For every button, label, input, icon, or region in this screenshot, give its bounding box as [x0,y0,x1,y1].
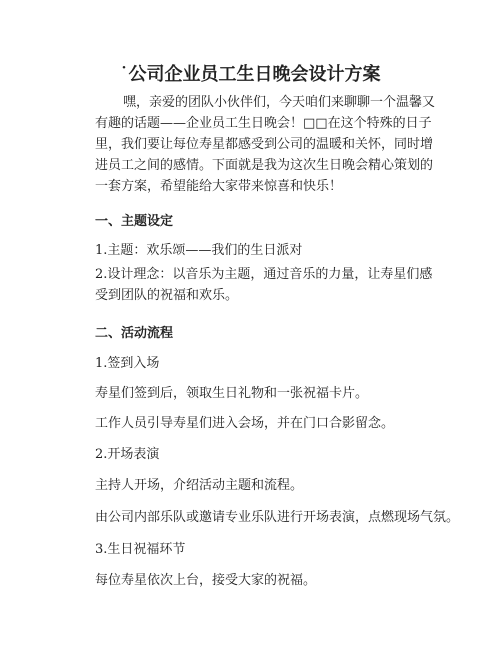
document-title: ˙公司企业员工生日晚会设计方案 [119,64,381,85]
section-heading-process: 二、活动流程 [95,326,174,341]
theme-item-2: 2.设计理念：以音乐为主题，通过音乐的力量，让寿星们感受到团队的祝福和欢乐。 [95,267,433,303]
step-2-paragraph-2: 由公司内部乐队或邀请专业乐队进行开场表演，点燃现场气氛。 [95,510,460,525]
step-3-title: 3.生日祝福环节 [95,542,186,557]
section-heading-theme: 一、主题设定 [95,214,174,229]
step-1-paragraph-1: 寿星们签到后，领取生日礼物和一张祝福卡片。 [95,386,369,401]
intro-paragraph: 嘿，亲爱的团队小伙伴们，今天咱们来聊聊一个温馨又有趣的话题——企业员工生日晚会！□□在这个特殊的日子里，我们要让每位寿星都感受到公司的温暖和关怀，同时增进员工之间的感情。下面就是我为这次生日晚会精心策划的一套方案，希望能给大家带来惊喜和快乐！ [95,95,436,194]
step-1-title: 1.签到入场 [95,356,160,371]
step-1-paragraph-2: 工作人员引导寿星们进入会场，并在门口合影留念。 [95,416,395,431]
step-2-title: 2.开场表演 [95,447,160,462]
step-2-paragraph-1: 主持人开场，介绍活动主题和流程。 [95,478,304,493]
step-3-paragraph-1: 每位寿星依次上台，接受大家的祝福。 [95,573,317,588]
theme-item-1: 1.主题：欢乐颂——我们的生日派对 [95,243,303,258]
